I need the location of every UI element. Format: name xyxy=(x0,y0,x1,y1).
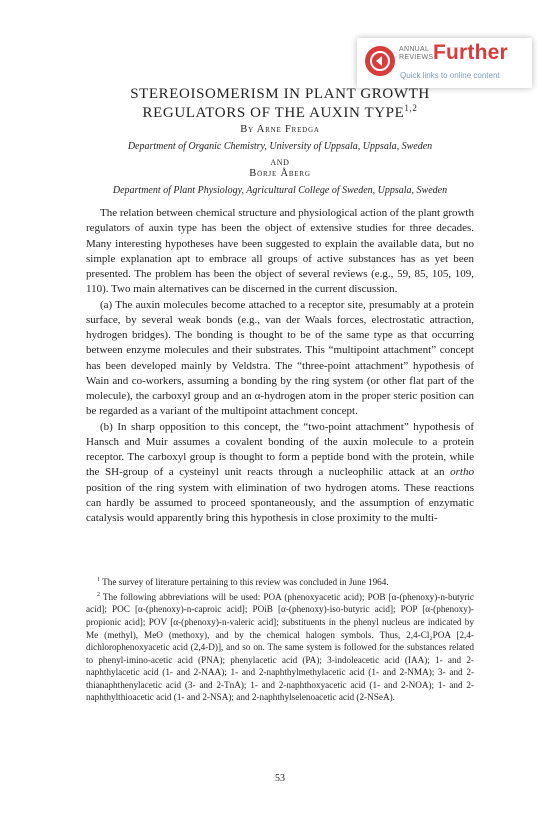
footnote-2 xyxy=(86,589,474,704)
footnote-1-mark: 1 xyxy=(97,577,100,583)
page-number: 53 xyxy=(275,773,285,784)
article-title-line-2 xyxy=(60,103,500,122)
affiliation-2: Department of Plant Physiology, Agricultural College of Sweden, Uppsala, Sweden xyxy=(112,185,448,196)
badge-tagline[interactable]: Quick links to online content xyxy=(400,71,500,80)
paragraph-b-italic: ortho xyxy=(450,466,474,479)
paragraph-b-part-1: (b) In sharp opposition to this concept, the “two-point attachment” hypothesis of Hansch and Muir assumes a covalent bonding of the auxin molecule to a protein receptor. The carboxyl group is thought to form a peptide bond with the protein, while the SH-group of a cysteinyl unit reacts through a nucleophilic attack at an xyxy=(86,420,474,479)
paragraph-a: (a) The auxin molecules become attached to a receptor site, presumably at a protein surface, by several weak bonds (e.g., van der Waals forces, electrostatic attraction, hydrogen bridges). The bonding is thought to be of the same type as that occurring between enzyme molecules and their substrates. This “multipoint attachment” concept has been developed mainly by Veldstra. The “three-point attachment” hypothesis of Wain and co-workers, assuming a bonding by the ring system (or other flat part of the molecule), the carboxyl group and an α-hydrogen atom in the proper steric position can be regarded as a variant of the multipoint attachment concept. xyxy=(86,298,474,418)
title-footnote-marks[interactable]: 1,2 xyxy=(404,103,418,113)
article-title-line-2-text: REGULATORS OF THE AUXIN TYPE xyxy=(142,105,405,121)
further-badge[interactable] xyxy=(357,38,532,88)
footnote-2-text: The following abbreviations will be used: POA (phenoxyacetic acid); POB [α-(phenoxy)-n-butyric acid]; POC [α-(phenoxy)-n-caproic acid]; POiB [α-(phenoxy)-iso-butyric acid]; POP [α-(phenoxy)-propionic acid]; POV [α-(phenoxy)-n-valeric acid]; substituents in the phenyl nucleus are indicated by Me (methyl), MeO (methoxy), and by the chemical halogen symbols. Thus, 2,4-Cl₂POA [2,4-dichlorophenoxyacetic acid (2,4-D)], and so on. The same system is followed for the substances related to phenyl-imino-acetic acid (PNA); phenylacetic acid (PA); 3-indoleacetic acid (IAA); 1- and 2-naphthylacetic acid (1- and 2-NAA); 1- and 2-naphthylmethylacetic acid (1- and 2-NMA); 3- and 2-thianaphthenylacetic acid (3- and 2-TnA); 1- and 2-naphthoxyacetic acid (1- and 2-NOA); 1- and 2-naphthylthioacetic acid (1- and 2-NSA); and 2-naphthylselenoacetic acid (2-NSeA). xyxy=(86,591,474,703)
badge-further-label[interactable]: Further xyxy=(433,41,508,64)
author-separator: AND xyxy=(270,158,290,167)
arrow-left-icon[interactable] xyxy=(365,46,395,76)
article-body xyxy=(86,206,474,526)
footnotes xyxy=(86,574,474,704)
affiliation-1: Department of Organic Chemistry, University of Uppsala, Uppsala, Sweden xyxy=(127,141,433,152)
footnote-1-text: The survey of literature pertaining to this review was concluded in June 1964. xyxy=(100,577,389,588)
paragraph-b-part-2: position of the ring system with elimination of two hydrogen atoms. These reactions can hardly be assumed to proceed spontaneously, and the assumption of enzymatic catalysis would apparently bring this hypothesis in close proximity to the multi- xyxy=(86,481,474,524)
badge-annual-label: ANNUAL xyxy=(399,46,430,53)
author-2: Börje Åberg xyxy=(249,168,311,179)
article-title-line-1: STEREOISOMERISM IN PLANT GROWTH xyxy=(130,86,430,102)
author-1: By Arne Fredga xyxy=(240,124,320,135)
footnote-2-mark: 2 xyxy=(97,591,100,598)
badge-publisher xyxy=(399,46,433,62)
paragraph-intro: The relation between chemical structure and physiological action of the plant growth regulators of auxin type has been the object of extensive studies for three decades. Many interesting hypotheses have been suggested to explain the available data, but no simple explanation apt to embrace all groups of active substances has as yet been presented. The problem has been the object of several reviews (e.g., 59, 85, 105, 109, 110). Two main alternatives can be discerned in the current discussion. xyxy=(86,207,474,296)
badge-reviews-label: REVIEWS xyxy=(399,54,434,61)
footnote-1 xyxy=(86,574,474,589)
paragraph-b xyxy=(86,420,474,527)
